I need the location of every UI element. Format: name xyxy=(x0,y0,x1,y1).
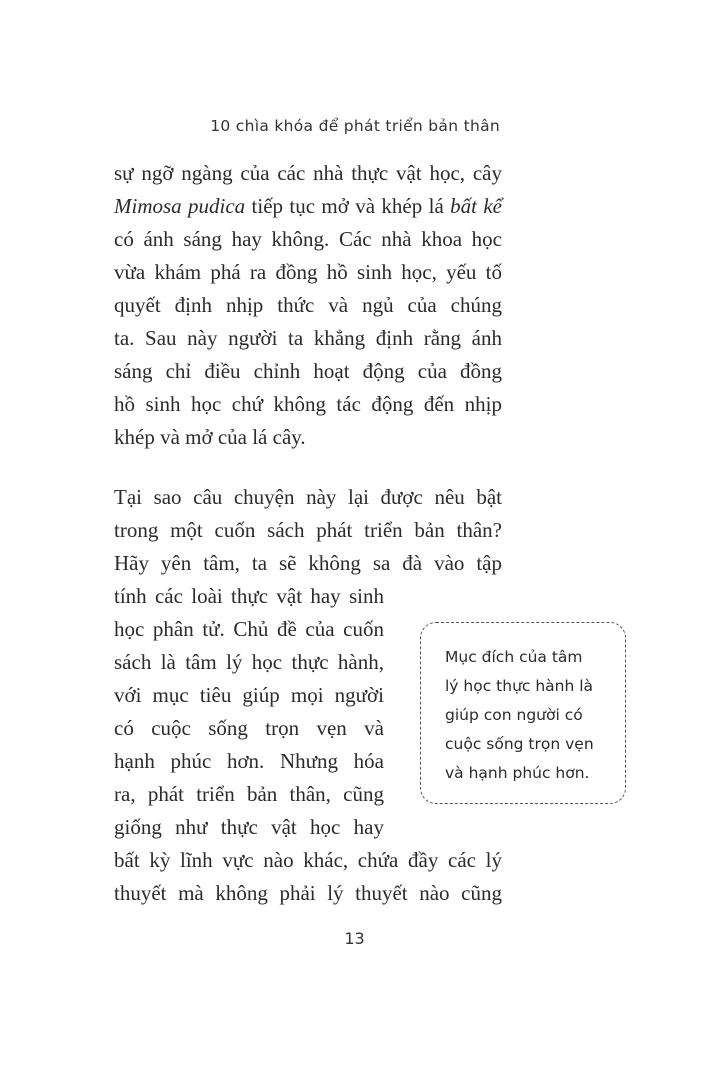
pull-quote-line: Mục đích của tâm xyxy=(445,648,583,666)
text-line: giống như thực vật học hay xyxy=(114,815,384,839)
text-line: sách là tâm lý học thực hành, xyxy=(114,650,384,674)
text-line: quyết định nhịp thức và ngủ của chúng xyxy=(114,293,502,317)
text-line: tính các loài thực vật hay sinh xyxy=(114,584,384,608)
italic-term: Mimosa pudica xyxy=(114,194,246,218)
pull-quote-line: giúp con người có xyxy=(445,706,583,724)
page-number xyxy=(0,929,725,948)
text-line: có cuộc sống trọn vẹn và xyxy=(114,716,384,740)
text-line: Tại sao câu chuyện này lại được nêu bật xyxy=(114,485,502,509)
text-line: hồ sinh học chứ không tác động đến nhịp xyxy=(114,392,502,416)
italic-term: bất kể xyxy=(450,194,502,218)
text-line: sáng chỉ điều chỉnh hoạt động của đồng xyxy=(114,359,502,383)
text-line: khép và mở của lá cây. xyxy=(114,425,306,449)
text-line: sự ngỡ ngàng của các nhà thực vật học, cây xyxy=(114,161,502,185)
text-line: trong một cuốn sách phát triển bản thân? xyxy=(114,518,502,542)
text-line xyxy=(114,190,502,223)
text-line: có ánh sáng hay không. Các nhà khoa học xyxy=(114,227,502,251)
text-line: với mục tiêu giúp mọi người xyxy=(114,683,384,707)
pull-quote-box xyxy=(420,622,626,804)
text-line: ra, phát triển bản thân, cũng xyxy=(114,782,384,806)
page-number-text: 13 xyxy=(344,929,365,948)
pull-quote-line: lý học thực hành là xyxy=(445,677,594,695)
text-line: học phân tử. Chủ đề của cuốn xyxy=(114,617,384,641)
text-line: thuyết mà không phải lý thuyết nào cũng xyxy=(114,881,502,905)
text-line: vừa khám phá ra đồng hồ sinh học, yếu tố xyxy=(114,260,502,284)
pull-quote-line: cuộc sống trọn vẹn xyxy=(445,735,594,753)
text-line: hạnh phúc hơn. Nhưng hóa xyxy=(114,749,384,773)
text-line: Hãy yên tâm, ta sẽ không sa đà vào tập xyxy=(114,551,502,575)
text-span: tiếp tục mở và khép lá xyxy=(245,194,451,218)
paragraph-1 xyxy=(114,157,502,454)
text-line: ta. Sau này người ta khẳng định rằng ánh xyxy=(114,326,502,350)
text-line: bất kỳ lĩnh vực nào khác, chứa đầy các lý xyxy=(114,848,502,872)
running-header: 10 chìa khóa để phát triển bản thân xyxy=(210,117,500,135)
pull-quote-line: và hạnh phúc hơn. xyxy=(445,764,590,782)
